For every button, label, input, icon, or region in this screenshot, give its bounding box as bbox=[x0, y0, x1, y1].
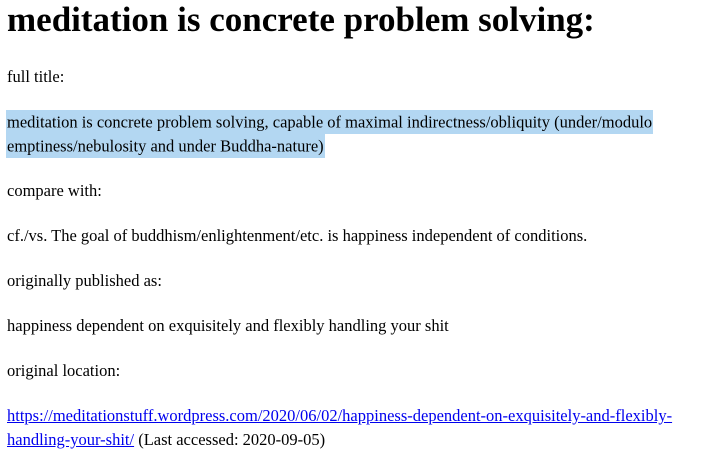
full-title-paragraph bbox=[7, 110, 712, 158]
source-url-link[interactable]: https://meditationstuff.wordpress.com/2020/06/02/happiness-dependent-on-exquisitely-and-flexibly-handling-your-shit/ bbox=[7, 406, 673, 449]
originally-published-label: originally published as: bbox=[7, 271, 162, 290]
page-title: meditation is concrete problem solving: bbox=[7, 0, 595, 39]
original-location-label: original location: bbox=[7, 361, 121, 380]
original-location-paragraph bbox=[7, 404, 712, 452]
originally-published-paragraph: happiness dependent on exquisitely and flexibly handling your shit bbox=[7, 316, 449, 335]
article-page bbox=[7, 0, 712, 452]
last-accessed-note: (Last accessed: 2020-09-05) bbox=[134, 430, 326, 449]
compare-with-paragraph: cf./vs. The goal of buddhism/enlightenment/etc. is happiness independent of conditions. bbox=[7, 226, 588, 245]
compare-with-label: compare with: bbox=[7, 181, 102, 200]
full-title-label: full title: bbox=[7, 67, 65, 86]
selected-text-full-title: meditation is concrete problem solving, capable of maximal indirectness/obliquity (under/modulo emptiness/nebulosity and under Buddha-nature) bbox=[6, 110, 653, 158]
